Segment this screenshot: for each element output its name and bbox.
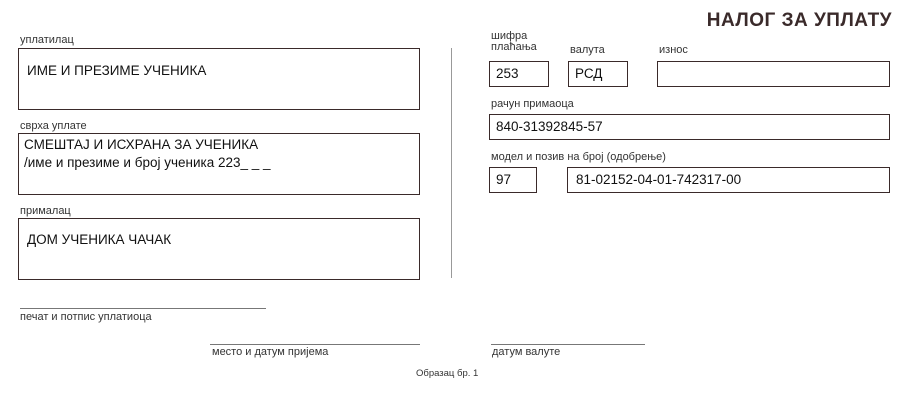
form-number: Образац бр. 1 xyxy=(416,368,479,379)
purpose-label: сврха уплате xyxy=(20,120,87,132)
reference-number-field[interactable] xyxy=(567,167,890,193)
payment-code-label-line2: плаћања xyxy=(491,41,537,53)
recipient-account-field[interactable] xyxy=(489,114,890,140)
purpose-line1: СМЕШТАЈ И ИСХРАНА ЗА УЧЕНИКА xyxy=(24,137,259,152)
recipient-account-value: 840-31392845-57 xyxy=(496,119,603,134)
purpose-field[interactable] xyxy=(18,133,420,195)
payment-code-label-line1: шифра xyxy=(491,30,528,42)
payer-label: уплатилац xyxy=(20,34,74,46)
form-title: НАЛОГ ЗА УПЛАТУ xyxy=(706,10,892,31)
place-date-label: место и датум пријема xyxy=(212,346,329,358)
amount-field[interactable] xyxy=(657,61,890,87)
model-value: 97 xyxy=(496,172,512,187)
currency-value: РСД xyxy=(575,66,603,81)
value-date-line xyxy=(491,344,645,345)
signature-line xyxy=(20,308,266,309)
recipient-value: ДОМ УЧЕНИКА ЧАЧАК xyxy=(27,232,172,247)
recipient-field[interactable] xyxy=(18,218,420,280)
signature-label: печат и потпис уплатиоца xyxy=(20,311,152,323)
place-date-line xyxy=(210,344,420,345)
currency-label: валута xyxy=(570,44,605,56)
payer-field[interactable] xyxy=(18,48,420,110)
payer-value: ИМЕ И ПРЕЗИМЕ УЧЕНИКА xyxy=(27,63,207,78)
reference-number-value: 81-02152-04-01-742317-00 xyxy=(576,172,742,187)
purpose-line2: /име и презиме и број ученика 223_ _ _ xyxy=(24,155,271,170)
payment-code-label xyxy=(491,31,537,53)
amount-label: износ xyxy=(659,44,688,56)
payment-code-value: 253 xyxy=(496,66,519,81)
model-reference-label: модел и позив на број (одобрење) xyxy=(491,151,666,163)
value-date-label: датум валуте xyxy=(492,346,561,358)
column-divider xyxy=(451,48,452,278)
recipient-label: прималац xyxy=(20,205,71,217)
payment-code-field[interactable] xyxy=(489,61,549,87)
recipient-account-label: рачун примаоца xyxy=(491,98,574,110)
model-field[interactable] xyxy=(489,167,537,193)
currency-field[interactable] xyxy=(568,61,628,87)
